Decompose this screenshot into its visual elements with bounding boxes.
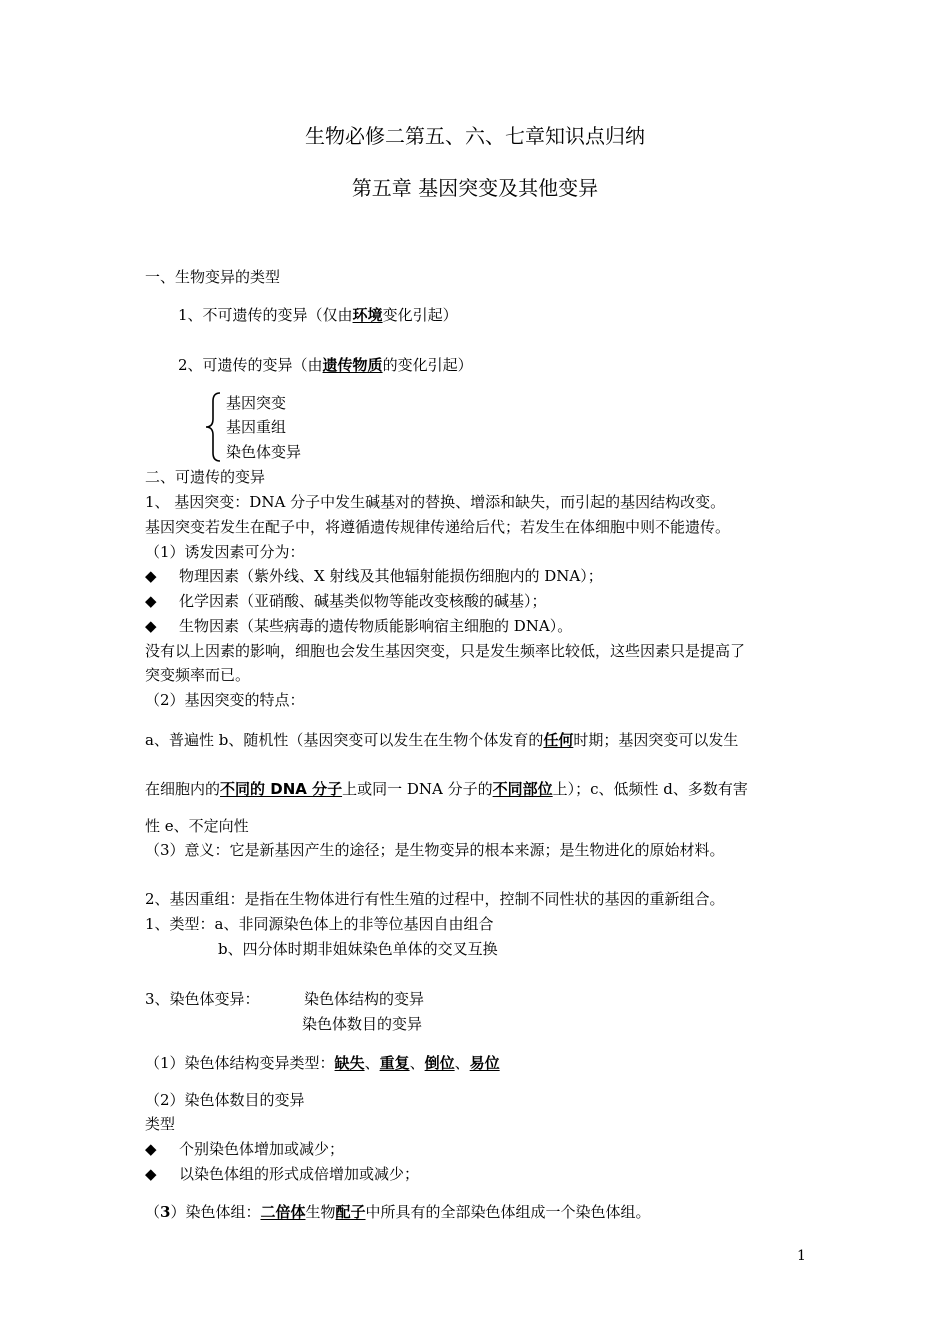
highlight-environment: 环境	[352, 306, 383, 324]
paragraph-gene-recombination: 2、基因重组：是指在生物体进行有性生殖的过程中，控制不同性状的基因的重新组合。	[145, 890, 725, 908]
highlight-genetic-material: 遗传物质	[322, 356, 383, 374]
page-number: 1	[797, 1248, 806, 1264]
diamond-bullet-icon: ◆	[145, 1140, 157, 1158]
paragraph-features-heading: （2）基因突变的特点：	[145, 691, 305, 709]
paragraph-gene-mutation-definition: 1、 基因突变：DNA 分子中发生碱基对的替换、增添和缺失，而引起的基因结构改变。	[145, 493, 726, 511]
highlight-different-dna: 不同的 DNA 分子	[220, 780, 343, 798]
paragraph-gene-mutation-inheritance: 基因突变若发生在配子中，将遵循遗传规律传递给后代；若发生在体细胞中则不能遗传。	[145, 518, 731, 536]
list-item-physical-factor: ◆ 物理因素（紫外线、X 射线及其他辐射能损伤细胞内的 DNA）；	[145, 567, 603, 585]
list-item-chemical-factor: ◆ 化学因素（亚硝酸、碱基类似物等能改变核酸的碱基）；	[145, 592, 547, 610]
brace-item-gene-recombination: 基因重组	[226, 418, 287, 436]
paragraph-types-label: 类型	[145, 1115, 176, 1133]
chromosome-number-variation: 染色体数目的变异	[302, 1015, 423, 1033]
paragraph-inducing-factors: （1）诱发因素可分为：	[145, 543, 305, 561]
highlight-inversion: 倒位	[424, 1054, 455, 1072]
paragraph-features-line3: 性 e、不定向性	[145, 817, 249, 835]
paragraph-spontaneous-mutation: 没有以上因素的影响，细胞也会发生基因突变，只是发生频率比较低，这些因素只是提高了	[145, 642, 746, 660]
diamond-bullet-icon: ◆	[145, 617, 157, 635]
diamond-bullet-icon: ◆	[145, 592, 157, 610]
paragraph-recombination-type-b: b、四分体时期非姐妹染色单体的交叉互换	[218, 940, 498, 958]
paragraph-spontaneous-mutation-cont: 突变频率而已。	[145, 666, 251, 684]
left-brace-icon	[201, 391, 223, 463]
list-item-biological-factor: ◆ 生物因素（某些病毒的遗传物质能影响宿主细胞的 DNA）。	[145, 617, 573, 635]
document-title: 生物必修二第五、六、七章知识点归纳	[305, 124, 645, 148]
chromosome-structure-variation: 染色体结构的变异	[304, 990, 425, 1008]
brace-item-chromosome-variation: 染色体变异	[226, 443, 302, 461]
section-heading-heritable: 二、可遗传的变异	[145, 468, 266, 486]
highlight-any: 任何	[543, 731, 574, 749]
highlight-diploid: 二倍体	[260, 1203, 306, 1221]
section-heading-variation-types: 一、生物变异的类型	[145, 268, 281, 286]
paragraph-features-line1: a、普遍性 b、随机性（基因突变可以发生在生物个体发育的任何时期；基因突变可以发生	[145, 731, 739, 749]
diamond-bullet-icon: ◆	[145, 567, 157, 585]
brace-item-gene-mutation: 基因突变	[226, 394, 287, 412]
paragraph-recombination-type-a: 1、类型：a、非同源染色体上的非等位基因自由组合	[145, 915, 494, 933]
paragraph-significance: （3）意义：它是新基因产生的途径；是生物变异的根本来源；是生物进化的原始材料。	[145, 841, 725, 859]
list-item-chromosome-set: ◆ 以染色体组的形式成倍增加或减少；	[145, 1165, 420, 1183]
chapter-title: 第五章 基因突变及其他变异	[351, 176, 599, 200]
list-item-individual-chromosome: ◆ 个别染色体增加或减少；	[145, 1140, 345, 1158]
highlight-duplication: 重复	[379, 1054, 410, 1072]
paragraph-features-line2: 在细胞内的不同的 DNA 分子上或同一 DNA 分子的不同部位上）；c、低频性 d、多数有害	[145, 780, 748, 798]
highlight-deletion: 缺失	[334, 1054, 365, 1072]
diamond-bullet-icon: ◆	[145, 1165, 157, 1183]
highlight-different-sites: 不同部位	[492, 780, 553, 798]
highlight-translocation: 易位	[469, 1054, 500, 1072]
highlight-gamete: 配子	[335, 1203, 366, 1221]
item-heritable-variation: 2、可遗传的变异（由遗传物质的变化引起）	[178, 356, 473, 374]
paragraph-chromosome-set: （3）染色体组：二倍体生物配子中所具有的全部染色体组成一个染色体组。	[145, 1203, 651, 1221]
paragraph-structure-variation-types: （1）染色体结构变异类型：缺失、重复、倒位、易位	[145, 1054, 500, 1072]
paragraph-number-variation: （2）染色体数目的变异	[145, 1091, 305, 1109]
paragraph-chromosome-variation: 3、染色体变异：	[145, 990, 260, 1008]
item-non-heritable-variation: 1、不可遗传的变异（仅由环境变化引起）	[178, 306, 458, 324]
